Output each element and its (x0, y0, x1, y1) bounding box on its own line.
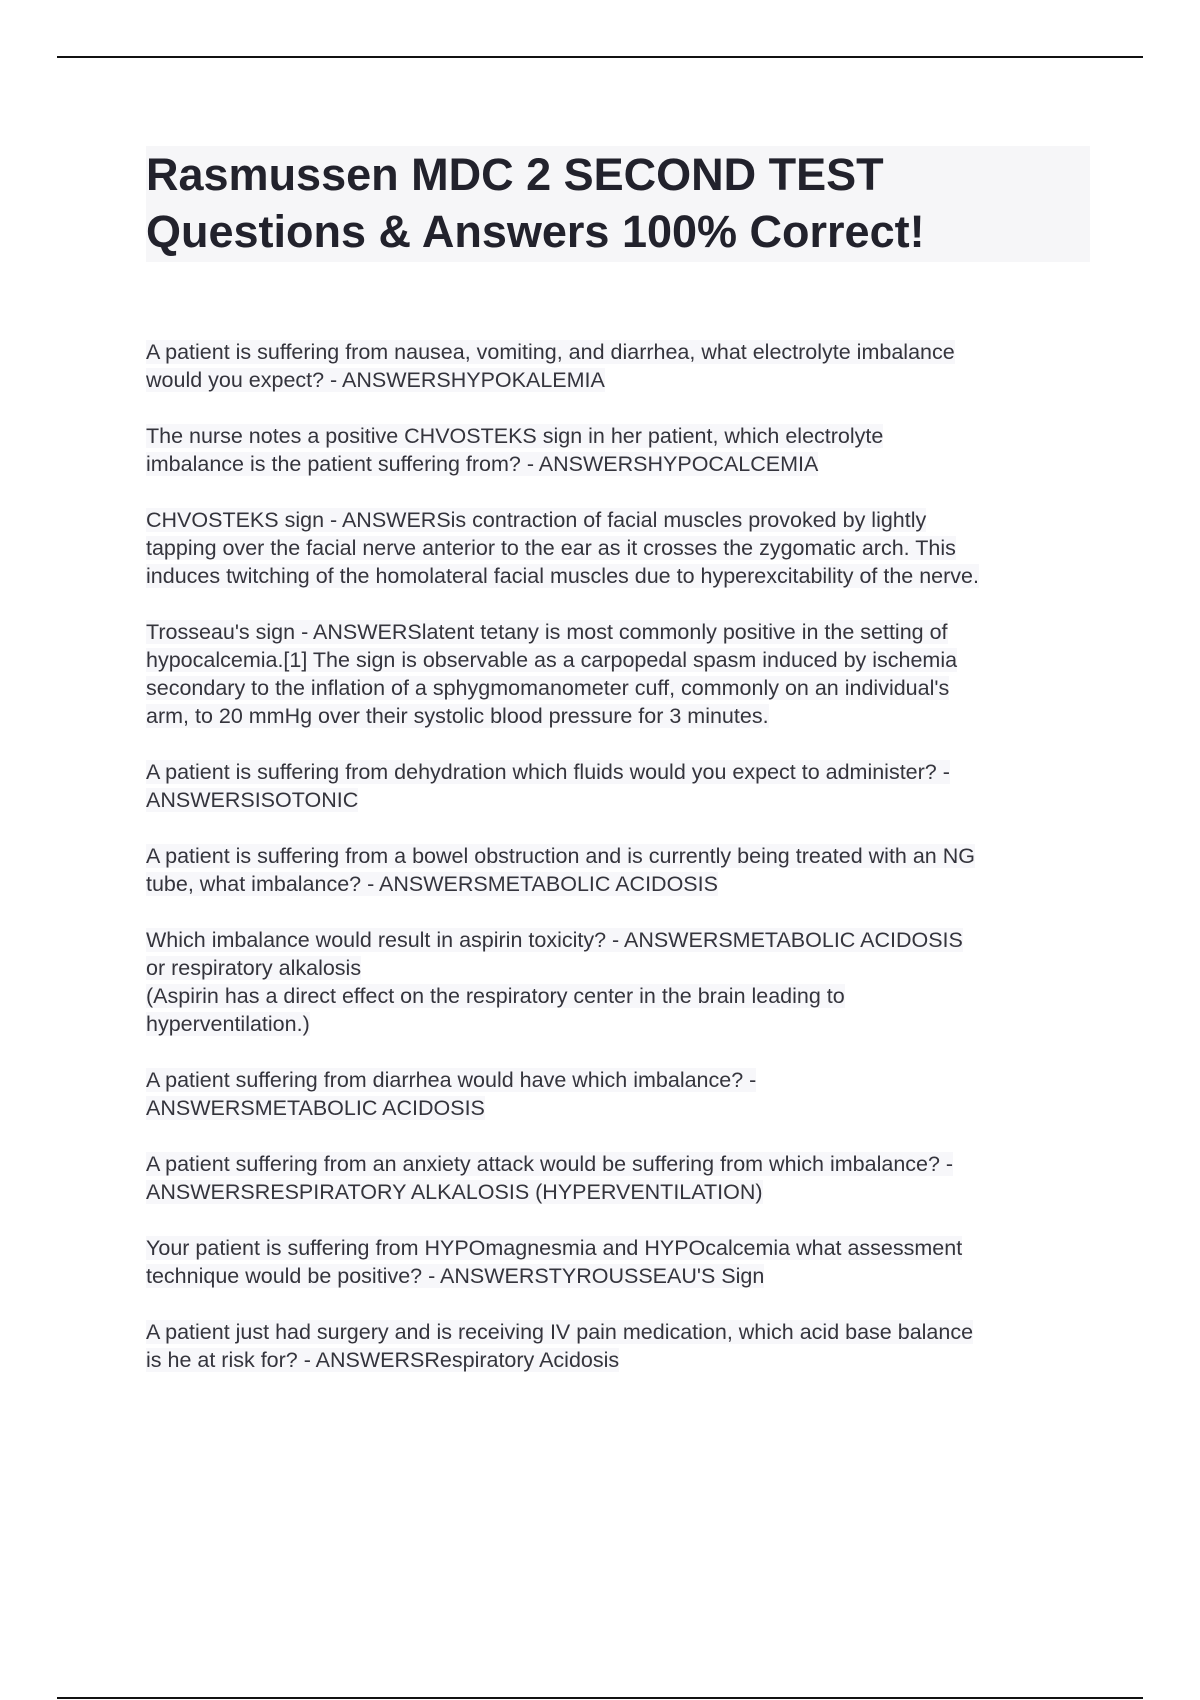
qa-line: ANSWERSRESPIRATORY ALKALOSIS (HYPERVENTILATION) (146, 1180, 763, 1204)
qa-item (146, 422, 1092, 478)
qa-item (146, 338, 1092, 394)
qa-line: Your patient is suffering from HYPOmagnesmia and HYPOcalcemia what assessment (146, 1236, 963, 1260)
qa-line: Which imbalance would result in aspirin toxicity? - ANSWERSMETABOLIC ACIDOSIS (146, 928, 963, 952)
qa-line: (Aspirin has a direct effect on the respiratory center in the brain leading to (146, 984, 845, 1008)
qa-line: ANSWERSISOTONIC (146, 788, 359, 812)
qa-line: A patient is suffering from dehydration which fluids would you expect to administer? - (146, 760, 950, 784)
qa-line: A patient suffering from diarrhea would have which imbalance? - (146, 1068, 757, 1092)
qa-line: or respiratory alkalosis (146, 956, 362, 980)
bottom-rule (57, 1697, 1143, 1699)
qa-item (146, 1066, 1092, 1122)
qa-item (146, 506, 1092, 590)
qa-line: would you expect? - ANSWERSHYPOKALEMIA (146, 368, 605, 392)
qa-line: tube, what imbalance? - ANSWERSMETABOLIC ACIDOSIS (146, 872, 718, 896)
qa-item (146, 618, 1092, 730)
qa-line: tapping over the facial nerve anterior to the ear as it crosses the zygomatic arch. This (146, 536, 956, 560)
qa-line: CHVOSTEKS sign - ANSWERSis contraction of facial muscles provoked by lightly (146, 508, 927, 532)
top-rule (57, 56, 1143, 58)
qa-line: hypocalcemia.[1] The sign is observable as a carpopedal spasm induced by ischemia (146, 648, 958, 672)
qa-line: ANSWERSMETABOLIC ACIDOSIS (146, 1096, 485, 1120)
title-line: Questions & Answers 100% Correct! (146, 206, 925, 257)
qa-line: is he at risk for? - ANSWERSRespiratory Acidosis (146, 1348, 620, 1372)
qa-line: induces twitching of the homolateral facial muscles due to hyperexcitability of the nerve. (146, 564, 979, 588)
qa-line: The nurse notes a positive CHVOSTEKS sign in her patient, which electrolyte (146, 424, 884, 448)
qa-item (146, 926, 1092, 1038)
qa-line: A patient just had surgery and is receiving IV pain medication, which acid base balance (146, 1320, 974, 1344)
qa-item (146, 1150, 1092, 1206)
document-title (146, 146, 1090, 262)
qa-item (146, 842, 1092, 898)
qa-item (146, 758, 1092, 814)
qa-line: A patient suffering from an anxiety attack would be suffering from which imbalance? - (146, 1152, 954, 1176)
qa-line: imbalance is the patient suffering from? - ANSWERSHYPOCALCEMIA (146, 452, 819, 476)
qa-line: technique would be positive? - ANSWERSTYROUSSEAU'S Sign (146, 1264, 765, 1288)
qa-list (146, 338, 1092, 1402)
qa-line: secondary to the inflation of a sphygmomanometer cuff, commonly on an individual's (146, 676, 950, 700)
qa-line: Trosseau's sign - ANSWERSlatent tetany is most commonly positive in the setting of (146, 620, 948, 644)
qa-line: hyperventilation.) (146, 1012, 310, 1036)
qa-line: A patient is suffering from nausea, vomiting, and diarrhea, what electrolyte imbalance (146, 340, 955, 364)
qa-item (146, 1318, 1092, 1374)
qa-line: arm, to 20 mmHg over their systolic blood pressure for 3 minutes. (146, 704, 769, 728)
title-line: Rasmussen MDC 2 SECOND TEST (146, 149, 884, 200)
qa-item (146, 1234, 1092, 1290)
qa-line: A patient is suffering from a bowel obstruction and is currently being treated with an NG (146, 844, 975, 868)
